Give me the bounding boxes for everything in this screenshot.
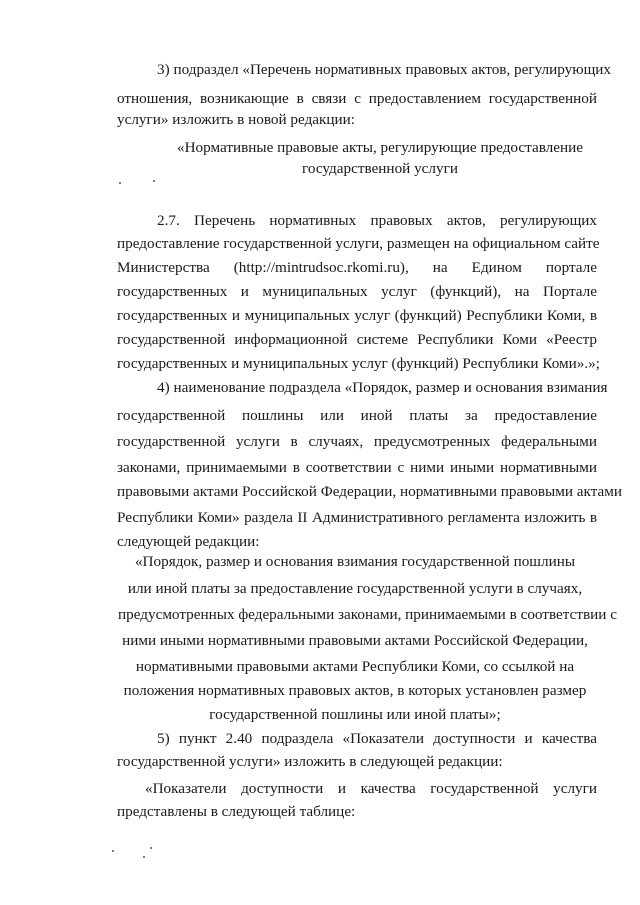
item4-line-5: правовыми актами Российской Федерации, нормативными правовыми актами [117, 483, 623, 500]
para27-line-7: государственных и муниципальных услуг (функций) Республики Коми».»; [117, 355, 600, 372]
heading1-line-2: государственной услуги [302, 160, 458, 177]
item4-line-4: законами, принимаемыми в соответствии с ними иными нормативными [117, 459, 597, 476]
item4-line-1: 4) наименование подраздела «Порядок, размер и основания взимания [157, 379, 608, 396]
para27-line-2: предоставление государственной услуги, размещен на официальном сайте [117, 235, 600, 252]
heading2-line-5: нормативными правовыми актами Республики Коми, со ссылкой на [135, 658, 575, 675]
scan-speck [112, 850, 114, 852]
para-table-line-1: «Показатели доступности и качества государственной услуги [145, 780, 597, 797]
para27-line-1: 2.7. Перечень нормативных правовых актов, регулирующих [157, 212, 597, 229]
scan-speck [153, 180, 155, 182]
para27-line-6: государственной информационной системе Республики Коми «Реестр [117, 331, 597, 348]
item4-line-2: государственной пошлины или иной платы за предоставление [117, 407, 597, 424]
item3-line-3: услуги» изложить в новой редакции: [117, 111, 356, 128]
heading2-line-1: «Порядок, размер и основания взимания государственной пошлины [134, 553, 576, 570]
heading1-line-1: «Нормативные правовые акты, регулирующие предоставление [176, 139, 583, 156]
item4-line-6: Республики Коми» раздела II Административного регламента изложить в [117, 509, 597, 526]
item4-line-3: государственной услуги в случаях, предусмотренных федеральными [117, 433, 597, 450]
scan-speck [150, 847, 152, 849]
para-table-line-2: представлены в следующей таблице: [117, 803, 356, 820]
heading2-line-2: или иной платы за предоставление государственной услуги в случаях, [127, 580, 583, 597]
para27-line-5: государственных и муниципальных услуг (функций) Республики Коми, в [117, 307, 597, 324]
heading2-line-4: ними иными нормативными правовыми актами Российской Федерации, [122, 632, 588, 649]
item3-line-1: 3) подраздел «Перечень нормативных правовых актов, регулирующих [157, 61, 611, 78]
para27-line-4: государственных и муниципальных услуг (функций), на Портале [117, 283, 597, 300]
item3-line-2: отношения, возникающие в связи с предоставлением государственной [117, 90, 597, 107]
item4-line-7: следующей редакции: [117, 533, 260, 550]
item5-line-1: 5) пункт 2.40 подраздела «Показатели доступности и качества [157, 730, 597, 747]
scan-speck [143, 856, 145, 858]
heading2-line-6: положения нормативных правовых актов, в которых установлен размер [123, 682, 587, 699]
heading2-line-7: государственной пошлины или иной платы»; [209, 706, 501, 723]
item5-line-2: государственной услуги» изложить в следующей редакции: [117, 753, 503, 770]
scan-speck [119, 182, 121, 184]
heading2-line-3: предусмотренных федеральными законами, принимаемыми в соответствии с [118, 606, 617, 623]
para27-line-3: Министерства (http://mintrudsoc.rkomi.ru), на Едином портале [117, 259, 597, 276]
